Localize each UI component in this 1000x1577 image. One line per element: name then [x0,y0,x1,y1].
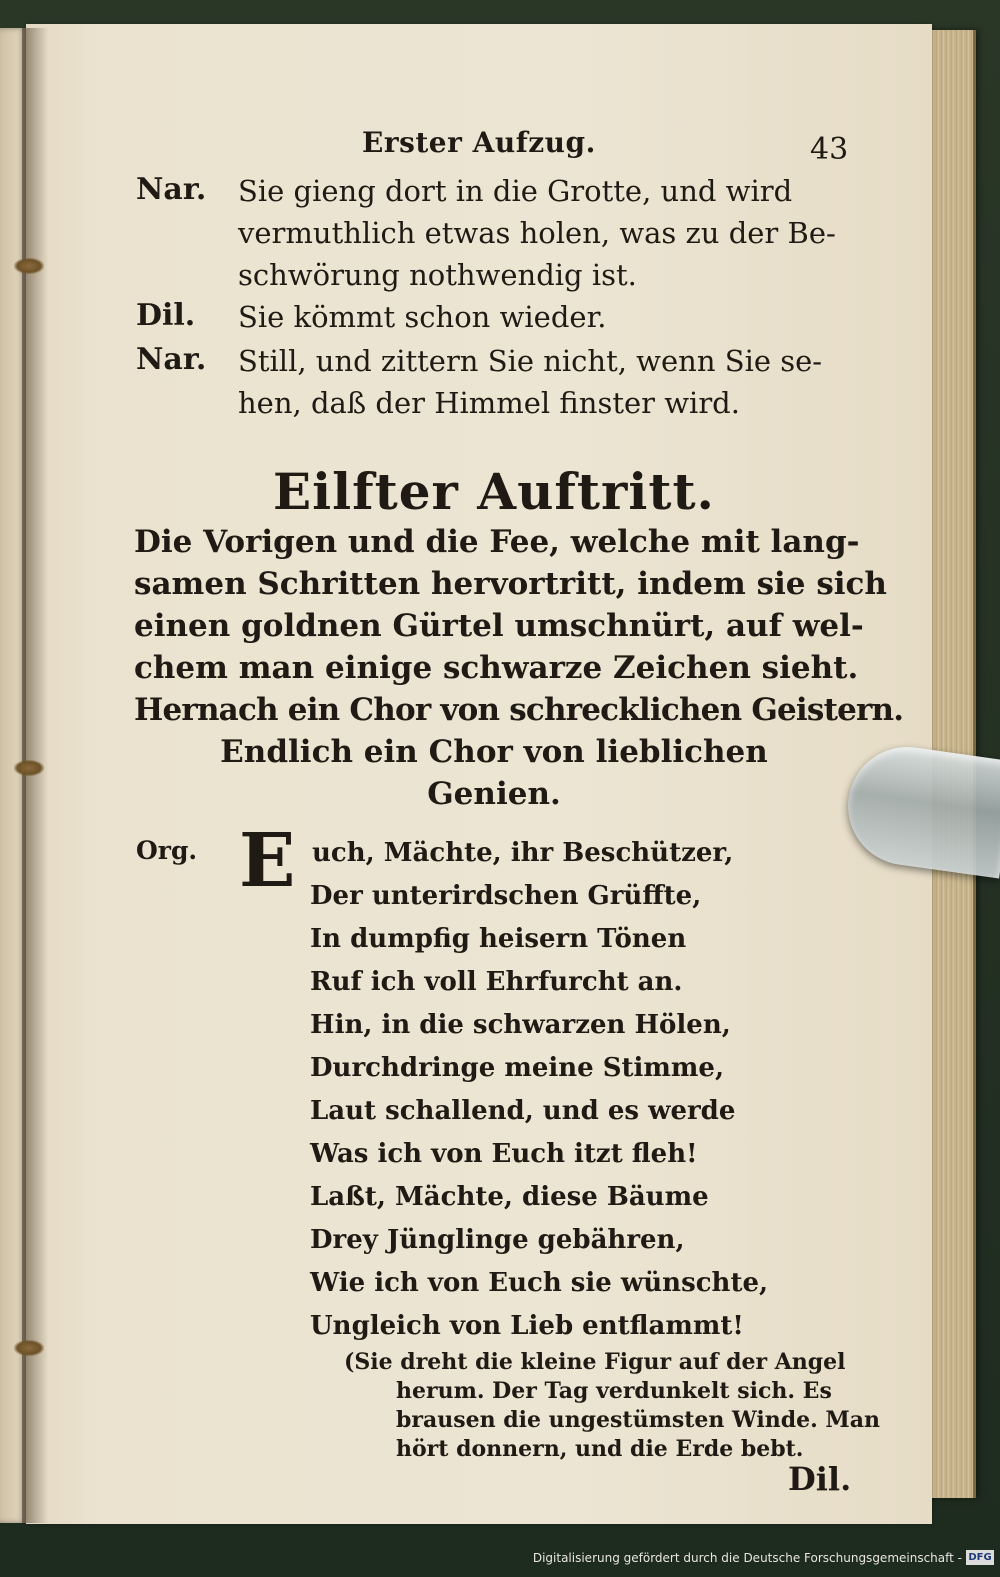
verse-line: Der unterirdschen Grüffte, [310,881,702,911]
verse-line: Hin, in die schwarzen Hölen, [310,1010,731,1040]
verse-line: Drey Jünglinge gebähren, [310,1225,685,1255]
verse-line: Ungleich von Lieb entflammt! [310,1311,744,1341]
stage-direction-line: (Sie dreht die kleine Figur auf der Angel [344,1349,846,1375]
stage-heading-line: samen Schritten hervortritt, indem sie sich [134,566,887,602]
initial-capital: E [239,818,296,904]
verse-line: Wie ich von Euch sie wünschte, [310,1268,769,1298]
stage-heading-line: Endlich ein Chor von lieblichen [220,734,768,770]
stage-heading-line: Hernach ein Chor von schrecklichen Geistern. [134,692,904,728]
dialogue-line: Sie kömmt schon wieder. [238,300,607,334]
binding-thread [14,1340,44,1356]
dialogue-line: Still, und zittern Sie nicht, wenn Sie se- [238,344,823,378]
verse-line: Laßt, Mächte, diese Bäume [310,1182,709,1212]
song-speaker-label: Org. [136,836,198,865]
verse-line: In dumpfig heisern Tönen [310,924,687,954]
verse-line: Ruf ich voll Ehrfurcht an. [310,967,683,997]
verse-line: Laut schallend, und es werde [310,1096,736,1126]
running-head: Erster Aufzug. [362,126,596,159]
speaker-label: Nar. [136,172,207,207]
speaker-label: Nar. [136,342,207,377]
dialogue-line: vermuthlich etwas holen, was zu der Be- [238,216,836,250]
stage-direction-line: herum. Der Tag verdunkelt sich. Es [396,1378,832,1404]
catchword: Dil. [788,1460,852,1498]
stage-heading-line: Genien. [427,776,561,812]
stage-direction-line: brausen die ungestümsten Winde. Man [396,1407,881,1433]
binding-thread [14,760,44,776]
verse-line: Was ich von Euch itzt fleh! [310,1139,698,1169]
verse-line: Durchdringe meine Stimme, [310,1053,725,1083]
dialogue-line: Sie gieng dort in die Grotte, und wird [238,174,793,208]
stage-heading-line: chem man einige schwarze Zeichen sieht. [134,650,859,686]
speaker-label: Dil. [136,298,196,333]
dialogue-line: hen, daß der Himmel finster wird. [238,386,740,420]
dfg-logo: DFG [966,1550,994,1565]
stage-direction-line: hört donnern, und die Erde bebt. [396,1436,804,1462]
stage-heading-line: einen goldnen Gürtel umschnürt, auf wel- [134,608,864,644]
digitization-credit: Digitalisierung gefördert durch die Deutsche Forschungsgemeinschaft - [532,1551,962,1565]
book-page [26,24,932,1524]
stage-heading-line: Die Vorigen und die Fee, welche mit lang- [134,524,860,560]
page-number: 43 [810,132,849,167]
verse-line: uch, Mächte, ihr Beschützer, [312,838,734,868]
binding-thread [14,258,44,274]
scene-title: Eilfter Auftritt. [273,462,715,521]
dialogue-line: schwörung nothwendig ist. [238,258,637,292]
